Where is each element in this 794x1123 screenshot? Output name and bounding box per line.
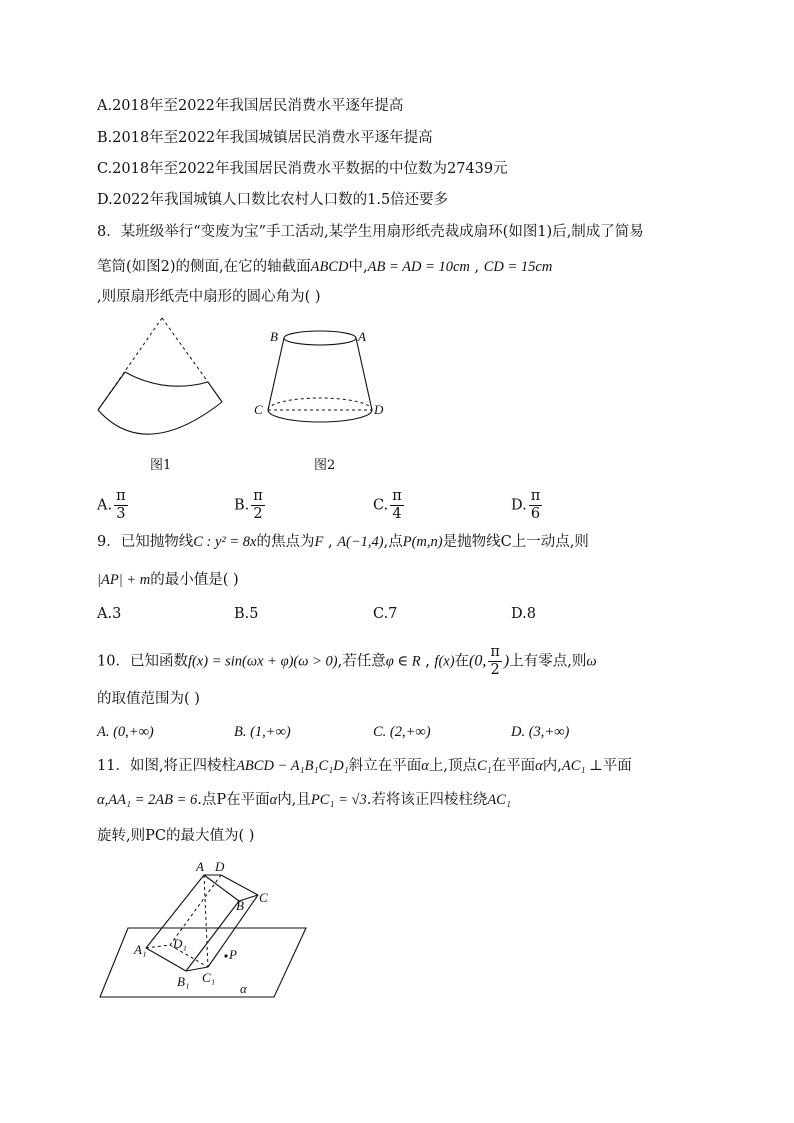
q10-interval: (0, bbox=[469, 652, 487, 670]
q10-line-1: 10．已知函数f(x) = sin(ωx + φ)(ω > 0),若任意φ ∈ R , f(x)在(0, $\frac{\pi}{2}$ )上有零点,则ω bbox=[97, 644, 597, 678]
q9-line-2: |AP| + m的最小值是( ) bbox=[97, 572, 239, 588]
q7-option-c: C.2018年至2022年我国居民消费水平数据的中位数为27439元 bbox=[97, 161, 508, 177]
figure-2-frustum bbox=[250, 326, 390, 436]
figure-1-caption: 图1 bbox=[150, 458, 172, 473]
fig2-label-c: C bbox=[254, 402, 263, 417]
q7-option-d: D.2022年我国城镇人口数比农村人口数的1.5倍还要多 bbox=[97, 192, 449, 208]
fig-label-a: A bbox=[196, 859, 204, 874]
q10-option-d: D. (3,+∞) bbox=[511, 724, 570, 740]
q10-function: f(x) = sin(ωx + φ)(ω > 0) bbox=[187, 653, 338, 670]
fig-label-d: D bbox=[215, 859, 225, 874]
q10-option-c: C. (2,+∞) bbox=[373, 724, 431, 740]
q9-parabola: C : y² = 8x bbox=[193, 534, 257, 550]
q11-line-2: α,AA₁ = 2AB = 6.点P在平面α内,且PC₁ = √3.若将该正四棱柱绕AC₁ bbox=[97, 792, 511, 808]
q8-line-3: ,则原扇形纸壳中扇形的圆心角为( ) bbox=[97, 289, 321, 305]
q11-pc1: PC₁ = √3 bbox=[310, 792, 367, 808]
q9-option-c: C.7 bbox=[373, 606, 398, 622]
q8-abcd: ABCD bbox=[310, 259, 349, 275]
fig2-label-d: D bbox=[374, 402, 384, 417]
figure-prism-on-plane bbox=[96, 855, 316, 1005]
figure-1-sector-ring bbox=[90, 312, 240, 452]
fig-label-a1: A₁ bbox=[134, 942, 147, 957]
q9-point-a: A(−1,4) bbox=[337, 534, 384, 550]
q8-cond-2: CD = 15cm bbox=[483, 259, 553, 275]
q10-option-b: B. (1,+∞) bbox=[234, 724, 291, 740]
q11-prism: ABCD − A₁B₁C₁D₁ bbox=[236, 758, 349, 774]
figure-2-caption: 图2 bbox=[314, 458, 336, 473]
q9-option-b: B.5 bbox=[234, 606, 259, 622]
fig-label-d1: D₁ bbox=[173, 936, 187, 951]
q8-line-1: 8．某班级举行“变废为宝”手工活动,某学生用扇形纸壳裁成扇环(如图1)后,制成了简易 bbox=[97, 224, 644, 240]
q8-cond-1: AB = AD = 10cm bbox=[367, 259, 470, 275]
fig-label-c1: C₁ bbox=[202, 970, 216, 985]
fig-label-c: C bbox=[259, 890, 268, 905]
fig-label-b: B bbox=[236, 898, 244, 913]
q10-line-2: 的取值范围为( ) bbox=[97, 691, 200, 707]
q8-option-c: C. $\frac{\pi}{4}$ bbox=[373, 488, 402, 522]
q9-option-d: D.8 bbox=[511, 606, 536, 622]
q8-option-b: B. $\frac{\pi}{2}$ bbox=[234, 488, 263, 522]
fig-label-alpha: α bbox=[240, 981, 247, 996]
q9-expression: |AP| + m bbox=[97, 572, 151, 588]
q8-option-a: A. $\frac{\pi}{3}$ bbox=[97, 488, 126, 522]
q7-option-b: B.2018年至2022年我国城镇居民消费水平逐年提高 bbox=[97, 130, 433, 146]
fig2-label-b: B bbox=[270, 329, 278, 344]
fig-label-p: P bbox=[229, 947, 237, 962]
fig-label-b1: B₁ bbox=[177, 974, 190, 989]
q8-line-2: 笔筒(如图2)的侧面,在它的轴截面ABCD中,AB = AD = 10cm , CD = 15cm bbox=[97, 259, 553, 275]
fig2-label-a: A bbox=[358, 329, 366, 344]
q9-option-a: A.3 bbox=[97, 606, 122, 622]
q11-line-3: 旋转,则PC的最大值为( ) bbox=[97, 828, 255, 844]
q10-option-a: A. (0,+∞) bbox=[97, 724, 154, 740]
q9-line-1: 9．已知抛物线C : y² = 8x的焦点为F , A(−1,4),点P(m,n)是抛物线C上一动点,则 bbox=[97, 534, 589, 550]
q9-point-p: P(m,n) bbox=[402, 534, 443, 550]
q11-line-1: 11．如图,将正四棱柱ABCD − A₁B₁C₁D₁斜立在平面α上,顶点C₁在平面α内,AC₁ ⊥平面 bbox=[97, 758, 632, 774]
q8-option-d: D. $\frac{\pi}{6}$ bbox=[511, 488, 541, 522]
q11-condition: AA₁ = 2AB = 6 bbox=[108, 792, 198, 808]
q7-option-a: A.2018年至2022年我国居民消费水平逐年提高 bbox=[97, 98, 404, 114]
